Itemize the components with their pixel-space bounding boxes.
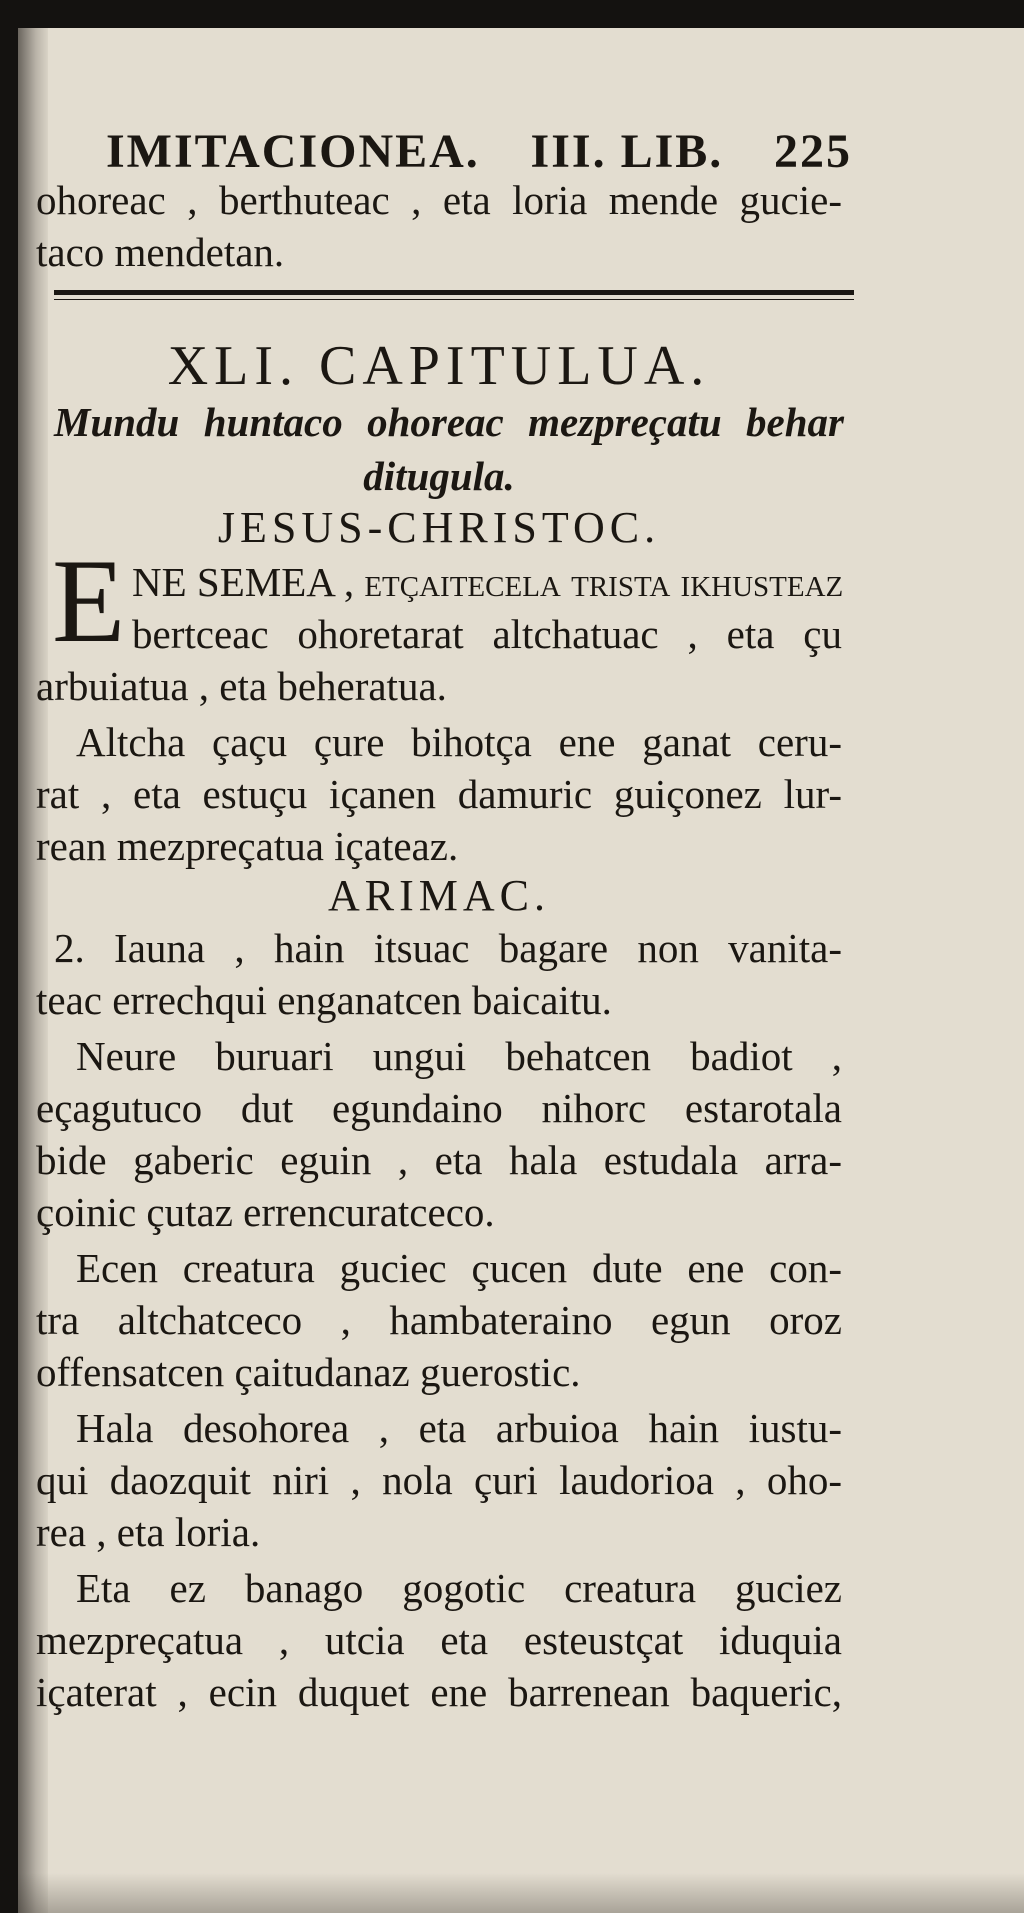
paragraph-line: Hala desohorea , eta arbuioa hain iustu-: [76, 1405, 842, 1451]
header-rule: [54, 290, 854, 295]
paragraph-line: çoinic çutaz errencuratceco.: [36, 1189, 495, 1235]
speaker-jesus: JESUS-CHRISTOC.: [217, 503, 661, 552]
running-header: [106, 124, 852, 179]
paragraph-line: rean mezpreçatua içateaz.: [36, 823, 459, 869]
paragraph-line: rea , eta loria.: [36, 1509, 261, 1555]
paragraph-line: rat , eta estuçu içanen damuric guiçonez lur-: [36, 771, 842, 817]
continuation-line: ohoreac , berthuteac , eta loria mende gucie-: [36, 177, 842, 223]
paragraph-line: tra altchatceco , hambaterainо egun oroz: [36, 1297, 842, 1343]
paragraph-line: Ecen creatura guciec çucen dute ene con-: [76, 1245, 842, 1291]
header-book: III. LIB.: [530, 125, 724, 178]
paragraph-line: bide gaberic eguin , eta hala estudala arra-: [36, 1137, 842, 1183]
paragraph-line: arbuiatua , eta beheratua.: [36, 663, 447, 709]
book-page: [18, 28, 1024, 1913]
paragraph-line: 2. Iauna , hain itsuac bagare non vanita-: [54, 925, 842, 971]
paragraph-line: offensatcen çaitudanaz guerostic.: [36, 1349, 581, 1395]
chapter-subtitle-line: Mundu huntaco ohoreac mezpreçatu behar: [54, 399, 844, 445]
paragraph-line: Neure buruari ungui behatcen badiot ,: [76, 1033, 842, 1079]
page-bottom-shadow: [18, 1873, 1024, 1913]
paragraph-line: içaterat , ecin duquet ene barrenean baqueric,: [36, 1669, 842, 1715]
paragraph-line: bertceac ohoretarat altchatuac , eta çu: [132, 611, 842, 657]
paragraph-line: NE SEMEA , etçaitecela trista ikhusteaz: [132, 559, 844, 605]
paragraph-line: mezpreçatua , utcia eta esteustçat iduquia: [36, 1617, 842, 1663]
chapter-subtitle-line: ditugula.: [363, 453, 515, 499]
paragraph-line: Eta ez banago gogotic creatura guciez: [76, 1565, 842, 1611]
chapter-title: XLI. CAPITULUA.: [167, 335, 711, 397]
paragraph-line: qui daozquit niri , nola çuri laudorioa , oho-: [36, 1457, 842, 1503]
continuation-line: taco mendetan.: [36, 229, 285, 275]
paragraph-line: teac errechqui enganatcen baicaitu.: [36, 977, 612, 1023]
header-title: IMITACIONEA.: [106, 125, 480, 178]
speaker-arimac: ARIMAC.: [327, 871, 551, 920]
page-number: 225: [774, 125, 852, 178]
drop-cap: E: [52, 534, 126, 667]
paragraph-line: eçagutuco dut egundaino nihorc estarotala: [36, 1085, 842, 1131]
paragraph-line: Altcha çaçu çure bihotça ene ganat ceru-: [76, 719, 842, 765]
